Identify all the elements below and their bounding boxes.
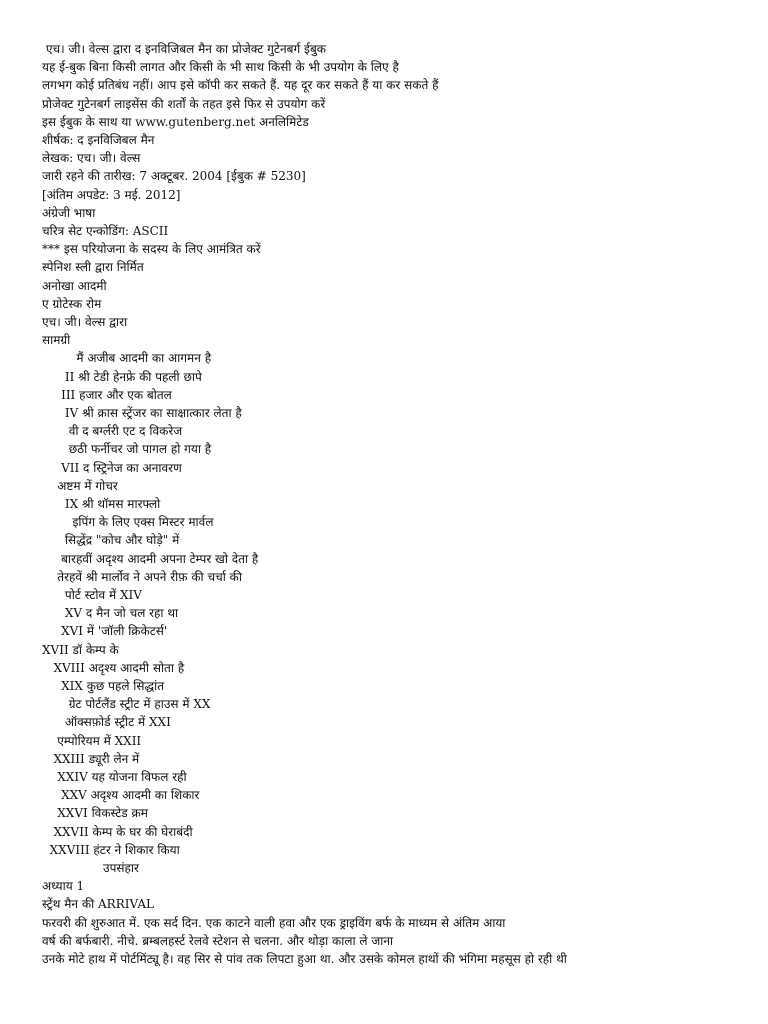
text-line: छठी फर्नीचर जो पागल हो गया है bbox=[42, 442, 212, 457]
text-line: XIX कुछ पहले सिद्धांत bbox=[42, 679, 165, 693]
text-line: स्पेनिश स्ली द्वारा निर्मित bbox=[42, 260, 144, 275]
text-line: वर्ष की बर्फबारी. नीचे. ब्रम्बलहर्स्ट रेलवे स्टेशन से चलना. और थोड़ा काला ले जाना bbox=[42, 933, 394, 948]
text-line: XXIII ड्यूरी लेन में bbox=[42, 751, 140, 766]
text-line: ग्रेट पोर्टलैंड स्ट्रीट में हाउस में XX bbox=[42, 697, 211, 712]
text-line: पोर्ट स्टोव में XIV bbox=[42, 588, 142, 602]
text-line: फरवरी की शुरुआत में. एक सर्द दिन. एक काटने वाली हवा और एक ड्राइविंग बर्फ के माध्यम से अंतिम आया bbox=[42, 915, 506, 930]
text-line: तेरहवें श्री मार्लोव ने अपने रीफ़ की चर्चा की bbox=[42, 569, 242, 584]
text-line: मैं अजीब आदमी का आगमन है bbox=[42, 351, 212, 366]
text-line: बारहवीं अदृश्य आदमी अपना टेम्पर खो देता है bbox=[42, 551, 259, 566]
text-line: इस ईबुक के साथ या www.gutenberg.net अनलिमिटेड bbox=[42, 114, 309, 129]
text-line: चरित्र सेट एन्कोडिंग: ASCII bbox=[42, 224, 169, 238]
text-line: XXV अदृश्य आदमी का शिकार bbox=[42, 788, 200, 803]
text-line: अंग्रेजी भाषा bbox=[42, 205, 96, 220]
text-line: अष्टम में गोचर bbox=[42, 478, 118, 493]
text-line: अध्याय 1 bbox=[42, 879, 85, 894]
text-line: XXVIII हंटर ने शिकार किया bbox=[42, 842, 180, 857]
text-line: XVIII अदृश्य आदमी सोता है bbox=[42, 660, 185, 675]
text-line: *** इस परियोजना के सदस्य के लिए आमंत्रित करें bbox=[42, 242, 261, 257]
text-line: एम्पोरियम में XXII bbox=[42, 733, 142, 748]
text-line: II श्री टेडी हेनफ्रे की पहली छापे bbox=[42, 369, 202, 384]
text-line: ऑक्सफ़ोर्ड स्ट्रीट में XXI bbox=[42, 715, 171, 730]
text-line: IV श्री क्रास स्ट्रेंजर का साक्षात्कार लेता है bbox=[42, 406, 242, 420]
text-line: शीर्षक: द इनविजिबल मैन bbox=[42, 133, 155, 147]
text-line: यह ई-बुक बिना किसी लागत और किसी के भी साथ किसी के भी उपयोग के लिए है bbox=[42, 60, 399, 75]
text-line: XVII डॉ केम्प के bbox=[42, 642, 119, 657]
text-line: जारी रहने की तारीख: 7 अक्टूबर. 2004 [ईबुक # 5230] bbox=[42, 169, 306, 184]
text-line: लगभग कोई प्रतिबंध नहीं। आप इसे कॉपी कर सकते हैं. यह दूर कर सकते हैं या कर सकते हैं bbox=[42, 78, 439, 93]
text-line: [अंतिम अपडेट: 3 मई. 2012] bbox=[42, 187, 181, 202]
text-line: XXVII केम्प के घर की घेराबंदी bbox=[42, 824, 193, 839]
text-line: IX श्री थॉमस मारफ्लो bbox=[42, 497, 161, 511]
text-line: VII द स्ट्रिनेज का अनावरण bbox=[42, 460, 182, 475]
text-line: लेखक: एच। जी। वेल्स bbox=[42, 151, 141, 166]
text-line: सिद्धेंद्र "कोच और घोड़े" में bbox=[42, 533, 180, 548]
text-line: एच। जी। वेल्स द्वारा bbox=[42, 315, 128, 329]
text-line: सामग्री bbox=[42, 333, 71, 348]
text-line: अनोखा आदमी bbox=[42, 278, 107, 293]
text-line: स्ट्रेंथ मैन की ARRIVAL bbox=[42, 897, 154, 912]
text-line: प्रोजेक्ट गुटेनबर्ग लाइसेंस की शर्तों के तहत इसे फिर से उपयोग करें bbox=[42, 96, 326, 111]
text-line: XXVI विकस्टेड क्रम bbox=[42, 806, 148, 821]
text-line: उपसंहार bbox=[42, 861, 139, 875]
text-line: III हजार और एक बोतल bbox=[42, 387, 172, 402]
text-line: एच। जी। वेल्स द्वारा द इनविजिबल मैन का प्रोजेक्ट गुटेनबर्ग ईबुक bbox=[42, 42, 327, 56]
text-line: XV द मैन जो चल रहा था bbox=[42, 606, 179, 621]
text-line: XXIV यह योजना विफल रही bbox=[42, 770, 187, 784]
text-line: इपिंग के लिए एक्स मिस्टर मार्वल bbox=[42, 515, 214, 530]
text-line: XVI में 'जॉली क्रिकेटर्स' bbox=[42, 624, 168, 639]
text-line: ए ग्रोटेस्क रोम bbox=[42, 296, 102, 311]
text-line: उनके मोटे हाथ में पोर्टमिंट्यू है। वह सिर से पांव तक लिपटा हुआ था. और उसके कोमल हाथों की भंगिमा महसूस हो रही थी bbox=[42, 952, 567, 966]
text-line: वी द बर्ग्लरी एट द विकरेज bbox=[42, 424, 183, 439]
